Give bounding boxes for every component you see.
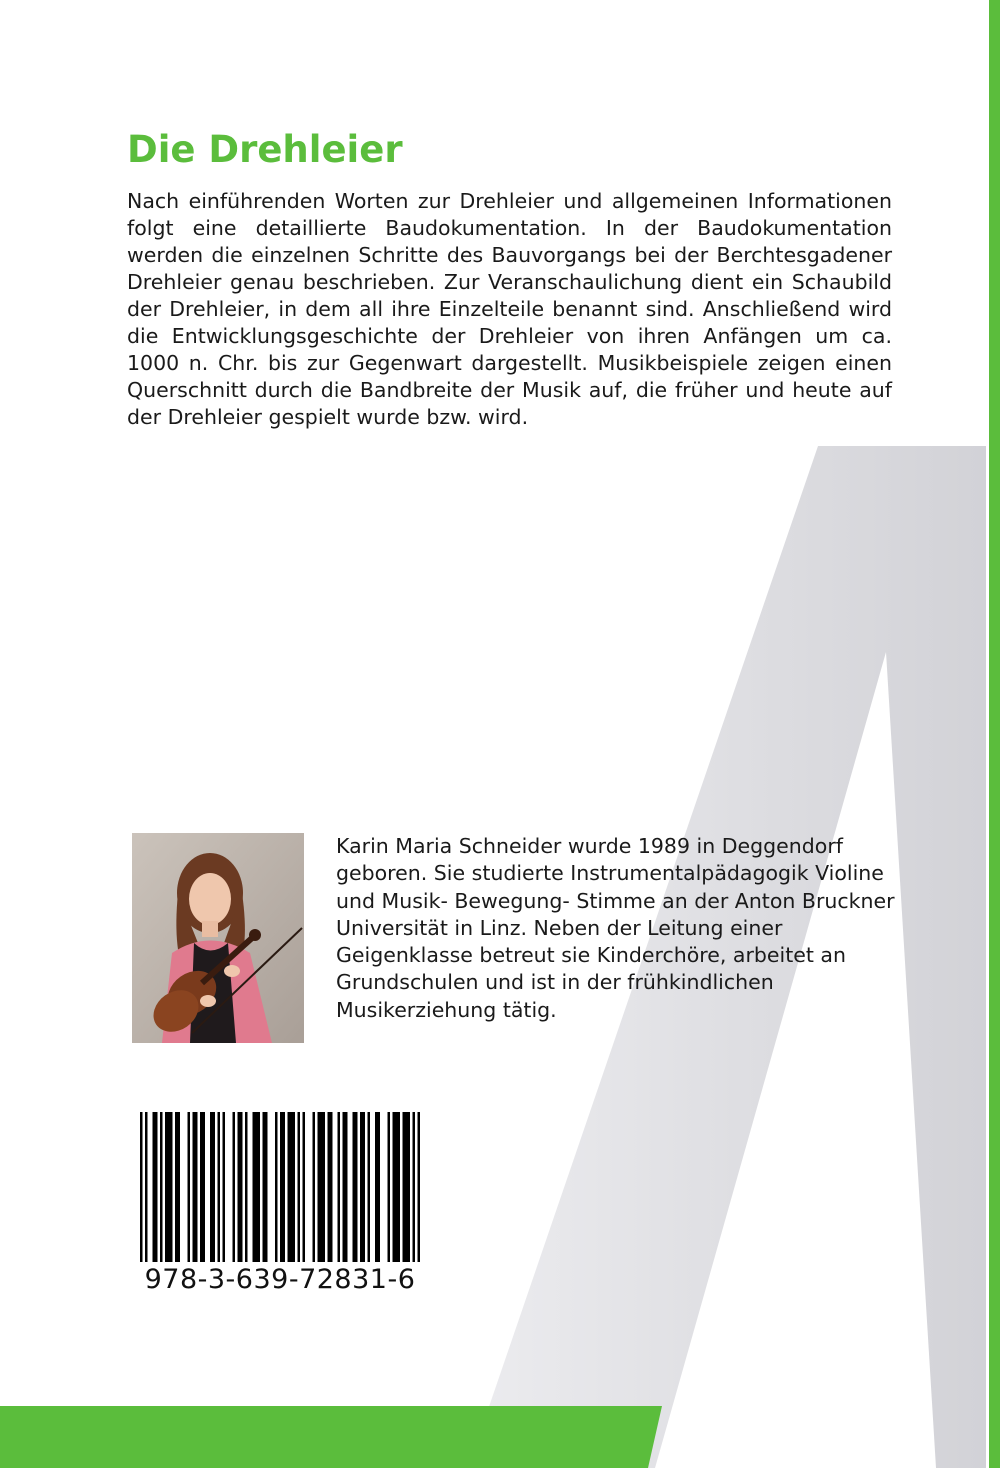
barcode-bar [388, 1112, 391, 1262]
barcode-bar [153, 1112, 158, 1262]
barcode-bar [403, 1112, 411, 1262]
barcode-bar [218, 1112, 221, 1262]
barcode-bar [393, 1112, 401, 1262]
barcode-bar [200, 1112, 205, 1262]
barcode-bar [253, 1112, 261, 1262]
barcode-bar [280, 1112, 285, 1262]
barcode-bar [313, 1112, 316, 1262]
barcode-bar [298, 1112, 301, 1262]
barcode-bar [263, 1112, 268, 1262]
book-description: Nach einführenden Worten zur Drehleier und allgemeinen Informationen folgt eine detaillierte Baudokumentation. In der Baudokumentation werden die einzelnen Schritte des Bauvorgangs bei der Berchtesgadener Drehleier genau beschrieben. Zur Veranschaulichung dient ein Schaubild der Drehleier, in dem all ihre Einzelteile benannt sind. Anschließend wird die Entwicklungsgeschichte der Drehleier von ihren Anfängen um ca. 1000 n. Chr. bis zur Gegenwart dargestellt. Musikbeispiele zeigen einen Querschnitt durch die Bandbreite der Musik auf, die früher und heute auf der Drehleier gespielt wurde bzw. wird. [127, 189, 892, 429]
barcode-bar [188, 1112, 191, 1262]
barcode-bar [343, 1112, 348, 1262]
barcode-bar [210, 1112, 215, 1262]
barcode-bar [165, 1112, 173, 1262]
author-bio: Karin Maria Schneider wurde 1989 in Deggendorf geboren. Sie studierte Instrumentalpädagogik Violine und Musik- Bewegung- Stimme an der Anton Bruckner Universität in Linz. Neben der Leitung einer Geigenklasse betreut sie Kinderchöre, arbeitet an Grundschulen und ist in der frühkindlichen Musikerziehung tätig. [336, 834, 895, 1022]
isbn-number: 978-3-639-72831-6 [144, 1264, 416, 1295]
barcode-bar [418, 1112, 421, 1262]
barcode-bar [238, 1112, 243, 1262]
barcode-bar [140, 1112, 143, 1262]
barcode-bar [145, 1112, 148, 1262]
barcode-bar [368, 1112, 371, 1262]
barcode-bar [375, 1112, 380, 1262]
barcode-bar [328, 1112, 333, 1262]
barcode-bar [413, 1112, 416, 1262]
barcode-bar [223, 1112, 226, 1262]
barcode-bar [360, 1112, 365, 1262]
barcode-bar [318, 1112, 326, 1262]
barcode-bar [160, 1112, 163, 1262]
barcode-bar [245, 1112, 248, 1262]
barcode-bar [303, 1112, 306, 1262]
isbn-barcode [140, 1112, 420, 1262]
barcode-bar [275, 1112, 278, 1262]
barcode-bar [233, 1112, 236, 1262]
barcode-bar [288, 1112, 296, 1262]
barcode-bar [338, 1112, 341, 1262]
book-title: Die Drehleier [127, 128, 403, 171]
barcode-bar [353, 1112, 358, 1262]
barcode-bar [175, 1112, 180, 1262]
author-photo [132, 833, 304, 1043]
barcode-bar [193, 1112, 198, 1262]
